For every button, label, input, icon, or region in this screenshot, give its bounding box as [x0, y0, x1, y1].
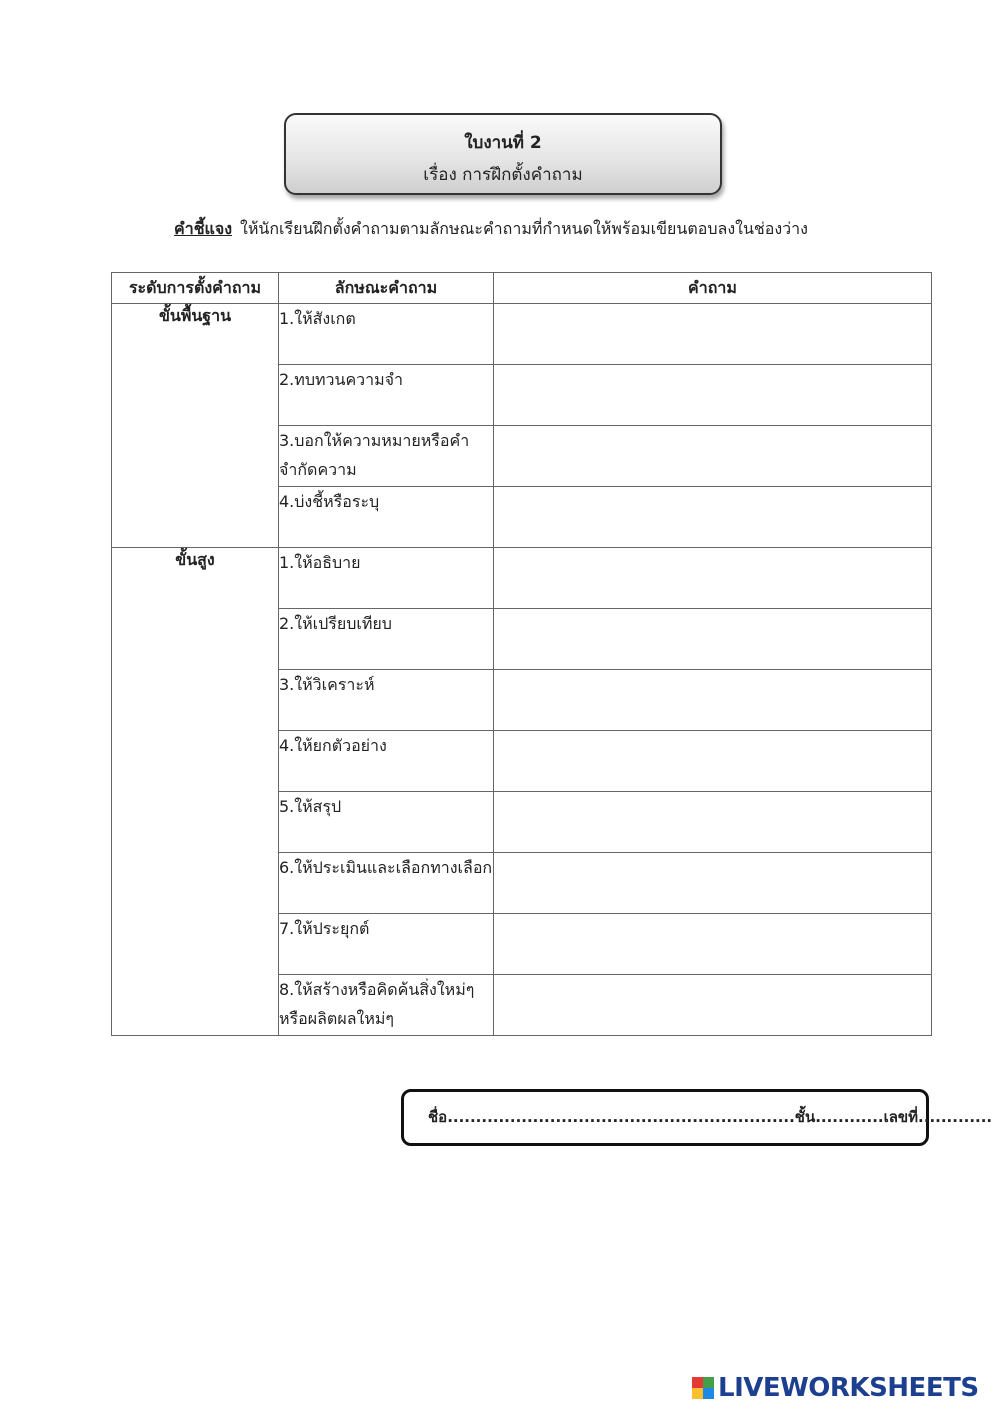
level-advanced: ขั้นสูง — [112, 548, 279, 1036]
question-type: 5.ให้สรุป — [279, 792, 494, 853]
question-type: 8.ให้สร้างหรือคิดค้นสิ่งใหม่ๆหรือผลิตผลใหม่ๆ — [279, 975, 494, 1036]
worksheet-topic: เรื่อง การฝึกตั้งคำถาม — [423, 165, 583, 185]
answer-cell[interactable] — [494, 609, 932, 670]
header-level: ระดับการตั้งคำถาม — [112, 273, 279, 304]
table-header-row — [112, 273, 932, 304]
instruction-label: คำชี้แจง — [174, 219, 233, 238]
level-basic: ขั้นพื้นฐาน — [112, 304, 279, 548]
answer-cell[interactable] — [494, 548, 932, 609]
answer-cell[interactable] — [494, 426, 932, 487]
table-row — [112, 304, 932, 365]
question-type: 3.บอกให้ความหมายหรือคำจำกัดความ — [279, 426, 494, 487]
answer-cell[interactable] — [494, 792, 932, 853]
answer-cell[interactable] — [494, 304, 932, 365]
table-row — [112, 548, 932, 609]
question-type: 6.ให้ประเมินและเลือกทางเลือก — [279, 853, 494, 914]
question-type: 2.ให้เปรียบเทียบ — [279, 609, 494, 670]
answer-cell[interactable] — [494, 975, 932, 1036]
header-question: คำถาม — [494, 273, 932, 304]
answer-cell[interactable] — [494, 487, 932, 548]
question-type: 4.ให้ยกตัวอย่าง — [279, 731, 494, 792]
answer-cell[interactable] — [494, 731, 932, 792]
liveworksheets-logo-text: LIVEWORKSHEETS — [718, 1373, 979, 1403]
question-type: 2.ทบทวนความจำ — [279, 365, 494, 426]
answer-cell[interactable] — [494, 853, 932, 914]
question-type: 3.ให้วิเคราะห์ — [279, 670, 494, 731]
answer-cell[interactable] — [494, 670, 932, 731]
student-info-box: ชื่อ.............................................................ชั้น............เลขที่............. — [401, 1089, 929, 1146]
instruction-text: ให้นักเรียนฝึกตั้งคำถามตามลักษณะคำถามที่กำหนดให้พร้อมเขียนตอบลงในช่องว่าง — [240, 219, 808, 238]
liveworksheets-logo — [692, 1372, 979, 1404]
liveworksheets-logo-icon — [692, 1377, 714, 1399]
question-type: 1.ให้อธิบาย — [279, 548, 494, 609]
answer-cell[interactable] — [494, 365, 932, 426]
question-type: 4.บ่งชี้หรือระบุ — [279, 487, 494, 548]
worksheet-title-box — [284, 113, 722, 195]
question-type: 7.ให้ประยุกต์ — [279, 914, 494, 975]
worksheet-number: ใบงานที่ 2 — [464, 133, 542, 153]
answer-cell[interactable] — [494, 914, 932, 975]
instruction — [174, 217, 808, 242]
header-type: ลักษณะคำถาม — [279, 273, 494, 304]
question-table — [111, 272, 932, 1036]
question-type: 1.ให้สังเกต — [279, 304, 494, 365]
